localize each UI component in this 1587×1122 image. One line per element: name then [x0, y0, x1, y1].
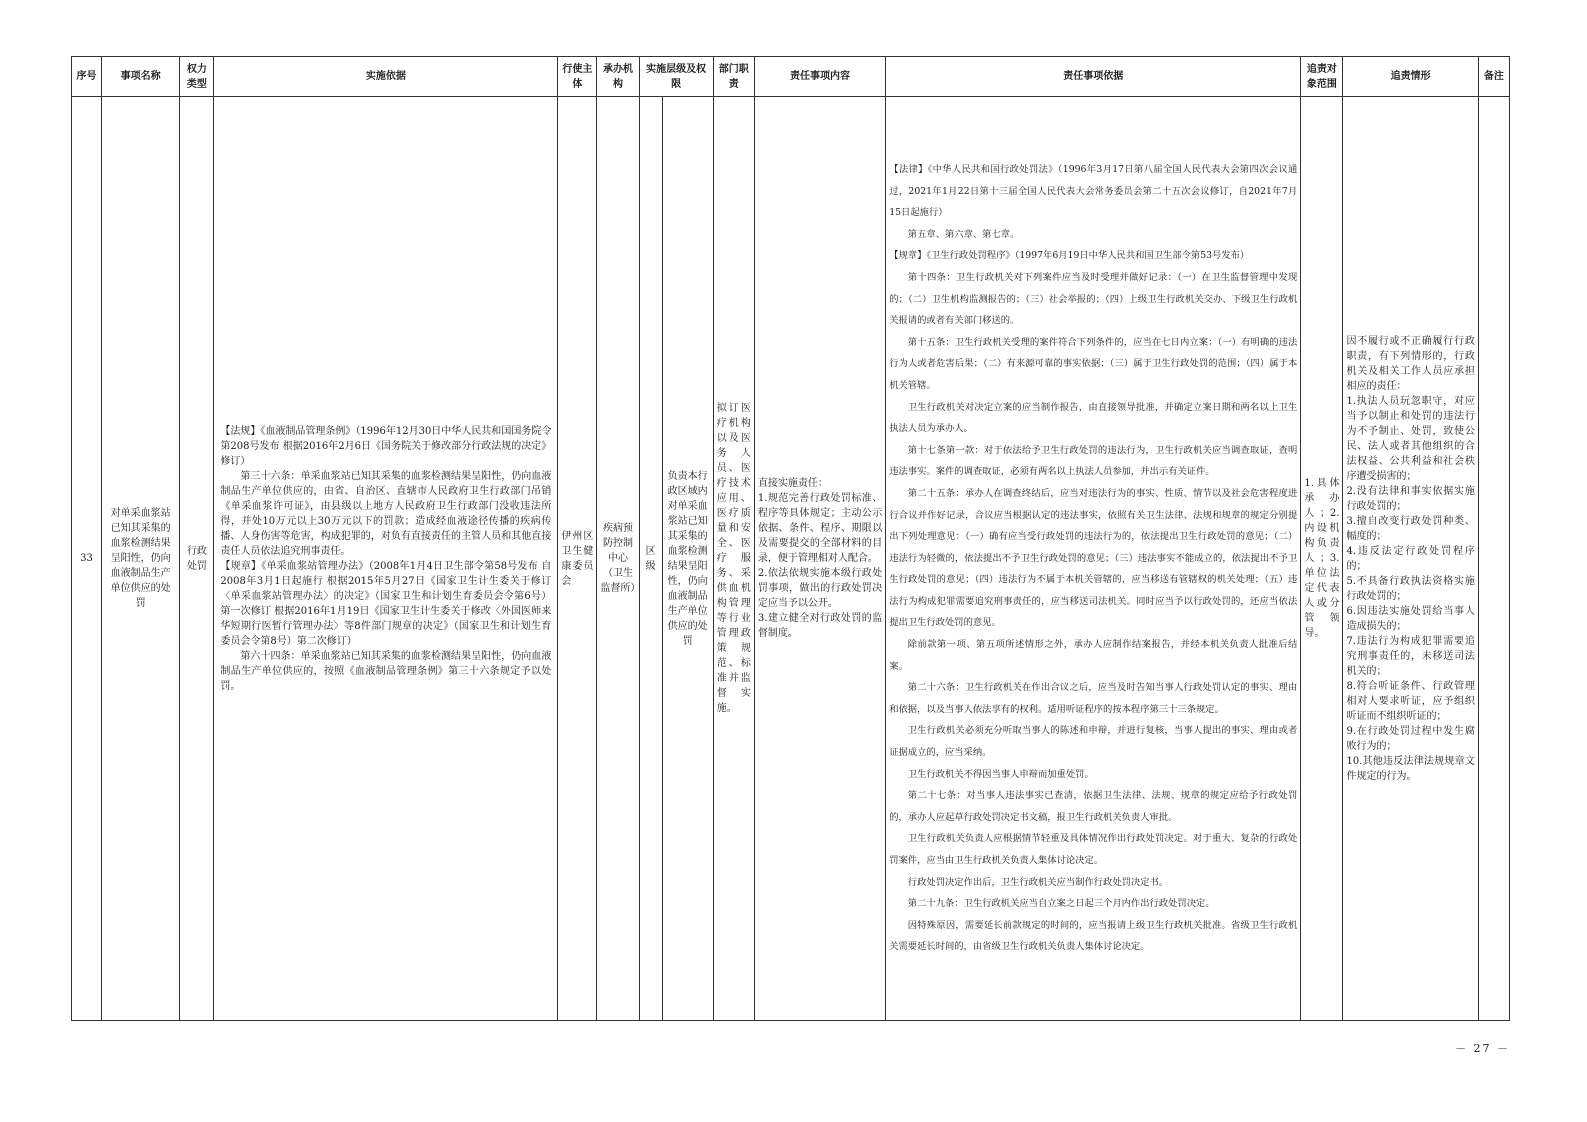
resp-basis-para: 行政处罚决定作出后，卫生行政机关应当制作行政处罚决定书。	[907, 876, 1169, 888]
cell-name: 对单采血浆站已知其采集的血浆检测结果呈阳性，仍向血液制品生产单位供应的处罚	[102, 97, 180, 1021]
cell-resp-content	[754, 97, 885, 1021]
table-row	[72, 97, 1510, 1021]
resp-basis-para: 第二十六条：卫生行政机关在作出合议之后，应当及时告知当事人行政处罚认定的事实、理由和依据，以及当事人依法享有的权利。适用听证程序的按本程序第三十三条规定。	[889, 682, 1298, 715]
resp-basis-para: 卫生行政机关负责人应根据情节轻重及具体情况作出行政处罚决定。对于重大、复杂的行政处罚案件，应当由卫生行政机关负责人集体讨论决定。	[889, 833, 1298, 867]
header-scope: 追责对象范围	[1301, 57, 1343, 97]
accountability-para: 1.执法人员玩忽职守，对应当予以制止和处罚的违法行为不予制止、处罚，致使公民、法人或者其他组织的合法权益、公共利益和社会秩序遭受损害的；	[1346, 395, 1475, 482]
resp-basis-para: 卫生行政机关不得因当事人申辩而加重处罚。	[907, 768, 1094, 780]
header-accountability: 追责情形	[1343, 57, 1478, 97]
cell-agency: 疾病预防控制中心（卫生监督所）	[597, 97, 639, 1021]
accountability-para: 8.符合听证条件、行政管理相对人要求听证，应予组织听证而不组织听证的；	[1346, 680, 1475, 722]
header-level: 实施层级及权限	[639, 57, 713, 97]
cell-seq: 33	[72, 97, 102, 1021]
header-power-type: 权力类型	[180, 57, 214, 97]
cell-level: 区级	[639, 97, 662, 1021]
cell-authority: 负责本行政区域内对单采血浆站已知其采集的血浆检测结果呈阳性，仍向血液制品生产单位供应的处罚	[662, 97, 713, 1021]
header-resp-basis: 责任事项依据	[886, 57, 1301, 97]
resp-basis-para: 除前款第一项、第五项所述情形之外，承办人应制作结案报告，并经本机关负责人批准后结案。	[889, 639, 1298, 672]
accountability-para: 4.违反法定行政处罚程序的；	[1346, 545, 1475, 572]
resp-content-para: 3.建立健全对行政处罚的监督制度。	[757, 613, 883, 639]
resp-content-para: 1.规范完善行政处罚标准、程序等具体规定；主动公示依据、条件、程序、期限以及需要提交的全部材料的目录，便于管理相对人配合。	[757, 493, 883, 564]
header-subject: 行使主体	[558, 57, 597, 97]
cell-remark	[1478, 97, 1509, 1021]
resp-basis-para: 卫生行政机关对决定立案的应当制作报告，由直接领导批准，并确定立案日期和两名以上卫生执法人员为承办人。	[889, 401, 1298, 435]
table-header-row	[72, 57, 1510, 97]
header-duty: 部门职责	[713, 57, 754, 97]
accountability-table	[71, 56, 1510, 1021]
accountability-para: 7.违法行为构成犯罪需要追究刑事责任的，未移送司法机关的；	[1346, 635, 1475, 677]
header-basis: 实施依据	[214, 57, 558, 97]
header-resp-content: 责任事项内容	[754, 57, 885, 97]
cell-duty: 拟订医疗机构以及医务人员、医疗技术应用、医疗质量和安全、医疗服务、采供血机构管理等行业管理政策规范、标准并监督实施。	[713, 97, 754, 1021]
header-seq: 序号	[72, 57, 102, 97]
basis-para: 【法规】《血液制品管理条例》（1996年12月30日中华人民共和国国务院令第208号发布 根据2016年2月6日《国务院关于修改部分行政法规的决定》修订）	[220, 425, 552, 467]
resp-basis-para: 因特殊原因，需要延长前款规定的时间的，应当报请上级卫生行政机关批准。省级卫生行政机关需要延长时间的，由省级卫生行政机关负责人集体讨论决定。	[889, 919, 1298, 953]
header-name: 事项名称	[102, 57, 180, 97]
resp-basis-para: 第五章、第六章、第七章。	[907, 228, 1020, 240]
accountability-para: 3.擅自改变行政处罚种类、幅度的；	[1346, 515, 1475, 542]
accountability-para: 6.因违法实施处罚给当事人造成损失的；	[1346, 605, 1475, 632]
resp-basis-para: 第十四条：卫生行政机关对下列案件应当及时受理并做好记录：（一）在卫生监督管理中发现的；（二）卫生机构监测报告的；（三）社会举报的；（四）上级卫生行政机关交办、下级卫生行政机关报请的或者有关部门移送的。	[889, 271, 1298, 327]
header-remark: 备注	[1478, 57, 1509, 97]
resp-basis-para: 第二十九条：卫生行政机关应当自立案之日起三个月内作出行政处罚决定。	[907, 898, 1215, 910]
resp-basis-para: 卫生行政机关必须充分听取当事人的陈述和申辩，并进行复核，当事人提出的事实、理由或者证据成立的，应当采纳。	[889, 725, 1298, 759]
header-agency: 承办机构	[597, 57, 639, 97]
basis-para: 【规章】《单采血浆站管理办法》（2008年1月4日卫生部令第58号发布 自2008年3月1日起施行 根据2015年5月27日《国家卫生计生委关于修订〈单采血浆站管理办法〉的决定》（国家卫生和计划生育委员会令第6号）第一次修订 根据2016年1月19日《国家卫生计生委关于修改〈外国医师来华短期行医暂行管理办法〉等8件部门规章的决定》（国家卫生和计划生育委员会令第8号）第二次修订）	[220, 560, 552, 647]
accountability-para: 2.没有法律和事实依据实施行政处罚的；	[1346, 485, 1475, 512]
accountability-para: 9.在行政处罚过程中发生腐败行为的；	[1346, 725, 1475, 752]
cell-subject: 伊州区卫生健康委员会	[558, 97, 597, 1021]
cell-resp-basis	[886, 97, 1301, 1021]
cell-power-type: 行政处罚	[180, 97, 214, 1021]
cell-basis	[214, 97, 558, 1021]
resp-basis-para: 【规章】《卫生行政处罚程序》（1997年6月19日中华人民共和国卫生部令第53号发布）	[889, 250, 1250, 262]
accountability-para: 5.不具备行政执法资格实施行政处罚的；	[1346, 575, 1475, 602]
basis-para: 第六十四条：单采血浆站已知其采集的血浆检测结果呈阳性，仍向血液制品生产单位供应的，按照《血液制品管理条例》第三十六条规定予以处罚。	[220, 650, 552, 692]
resp-basis-para: 第二十七条：对当事人违法事实已查清，依据卫生法律、法规、规章的规定应给予行政处罚的，承办人应起草行政处罚决定书文稿，报卫生行政机关负责人审批。	[889, 790, 1298, 823]
resp-basis-para: 【法律】《中华人民共和国行政处罚法》（1996年3月17日第八届全国人民代表大会第四次会议通过，2021年1月22日第十三届全国人民代表大会常务委员会第二十五次会议修订，自2021年7月15日起施行）	[889, 164, 1298, 219]
resp-content-para: 直接实施责任：	[757, 478, 828, 489]
accountability-para: 因不履行或不正确履行行政职责，有下列情形的，行政机关及相关工作人员应承担相应的责任：	[1346, 335, 1475, 392]
resp-basis-para: 第十五条：卫生行政机关受理的案件符合下列条件的，应当在七日内立案：（一）有明确的违法行为人或者危害后果；（二）有来源可靠的事实依据；（三）属于卫生行政处罚的范围；（四）属于本机关管辖。	[889, 336, 1298, 391]
basis-para: 第三十六条：单采血浆站已知其采集的血浆检测结果呈阳性，仍向血液制品生产单位供应的，由省、自治区、直辖市人民政府卫生行政部门吊销《单采血浆许可证》，由县级以上地方人民政府卫生行政部门没收违法所得，并处10万元以上30万元以下的罚款；造成经血液途径传播的疾病传播、人身伤害等危害，构成犯罪的，对负有直接责任的主管人员和其他直接责任人员依法追究刑事责任。	[220, 470, 552, 557]
cell-scope: 1.具体承办人；2.内设机构负责人；3.单位法定代表人或分管领导。	[1301, 97, 1343, 1021]
cell-accountability	[1343, 97, 1478, 1021]
resp-content-para: 2.依法依规实施本级行政处罚事项，做出的行政处罚决定应当予以公开。	[757, 568, 883, 609]
accountability-para: 10.其他违反法律法规规章文件规定的行为。	[1346, 755, 1475, 782]
resp-basis-para: 第十七条第一款：对于依法给予卫生行政处罚的违法行为，卫生行政机关应当调查取证，查明违法事实。案件的调查取证，必须有两名以上执法人员参加，并出示有关证件。	[889, 444, 1298, 478]
page-number: － 27 －	[1455, 1042, 1510, 1055]
resp-basis-para: 第二十五条：承办人在调查终结后，应当对违法行为的事实、性质、情节以及社会危害程度进行合议并作好记录，合议应当根据认定的违法事实，依照有关卫生法律、法规和规章的规定分别提出下列处理意见：（一）确有应当受行政处罚的违法行为的，依法提出卫生行政处罚的意见；（二）违法行为轻微的，依法提出不予卫生行政处罚的意见；（三）违法事实不能成立的，依法提出不予卫生行政处罚的意见；（四）违法行为不属于本机关管辖的，应当移送有管辖权的机关处理；（五）违法行为构成犯罪需要追究刑事责任的，应当移送司法机关。同时应当予以行政处罚的，还应当依法提出卫生行政处罚的意见。	[889, 487, 1298, 629]
